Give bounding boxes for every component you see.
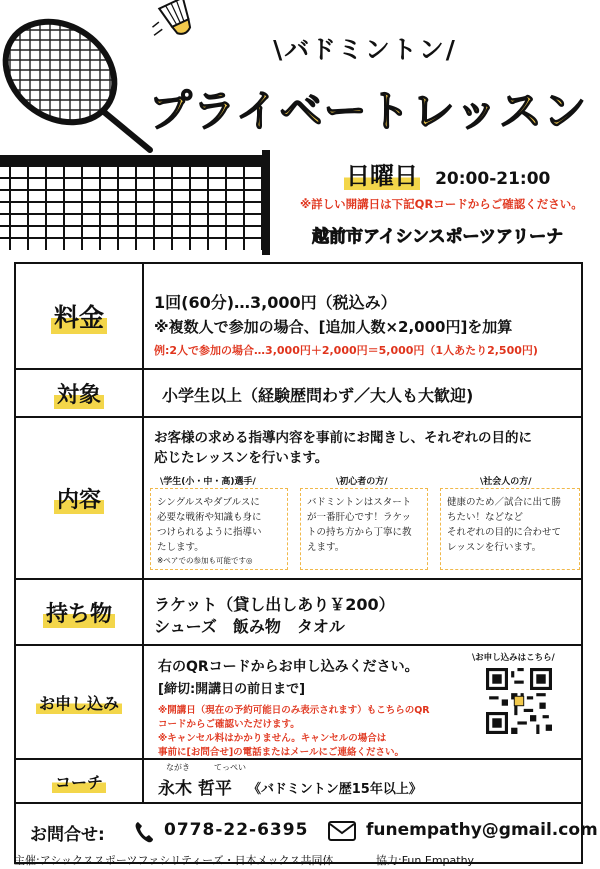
apply-note-3: ※キャンセル料はかかりません。キャンセルの場合は [158,733,387,744]
content-row [16,418,581,580]
box-students-note: ※ペアでの参加も可能です◎ [157,556,253,565]
fee-content [154,264,573,368]
box-beginners-line: バドミントンはスタート [307,497,412,508]
apply-note-2: コードからご確認いただけます。 [158,719,300,730]
box-beginners [300,488,428,570]
box-adults-line: 健康のため／試合に出て勝 [447,497,562,508]
content-intro-1: お客様の求める指導内容を事前にお聞きし、それぞれの目的に [154,430,532,446]
subtitle: \バドミントン/ [273,35,457,64]
items-content [154,580,573,644]
info-table [14,262,598,864]
box-students-line: たします。 [157,542,204,553]
content-intro-2: 応じたレッスンを行います。 [154,450,329,466]
items-label: 持ち物 [16,580,144,644]
box-adults-line: ちたい！などなど [447,512,524,523]
coach-ruby-family: てっぺい [214,763,246,772]
coach-ruby-given: ながき [166,763,190,772]
fee-additional: ※複数人で参加の場合、[追加人数×2,000円]を加算 [154,318,513,336]
target-text: 小学生以上（経験歴問わず／大人も大歓迎) [162,386,474,405]
box-title-students: \学生(小・中・高)選手/ [160,477,256,487]
target-row [16,370,581,418]
box-adults-line: それぞれの目的に合わせて [447,527,562,538]
box-beginners-line: トの持ち方から丁寧に教 [307,527,412,538]
mail-icon [328,821,356,841]
coach-name: 永木 哲平 [158,779,232,799]
fee-example: 例:2人で参加の場合…3,000円＋2,000円＝5,000円（1人あたり2,500円) [154,344,538,357]
box-beginners-line: えます。 [307,542,345,553]
target-content [154,370,573,416]
phone-number[interactable]: 0778-22-6395 [164,820,309,840]
email-address[interactable]: funempathy@gmail.com [366,820,598,840]
apply-label: お申し込み [16,646,144,758]
items-line-1: ラケット（貸し出しあり￥200） [154,595,395,614]
apply-note-1: ※開講日（現在の予約可能日のみ表示されます）もこちらのQR [158,705,430,716]
apply-note-4: 事前に[お問合せ]の電話またはメールにご連絡ください。 [158,747,404,758]
fee-main: 1回(60分)…3,000円（税込み） [154,293,397,312]
page-title: プライベートレッスン [148,87,588,137]
coach-career: 《バドミントン歴15年以上》 [248,782,422,797]
schedule [344,156,550,191]
box-title-adults: \社会人の方/ [480,477,532,487]
fee-label: 料金 [16,264,144,368]
target-label: 対象 [16,370,144,416]
apply-line-1: 右のQRコードからお申し込みください。 [158,659,419,675]
contact-label: お問合せ: [30,825,105,845]
box-title-beginners: \初心者の方/ [336,477,388,487]
box-beginners-line: が一番肝心です！ラケッ [307,512,412,523]
qr-code[interactable] [486,668,552,734]
box-students-line: シングルスやダブルスに [157,497,260,508]
apply-content [154,646,573,758]
apply-row [16,646,581,760]
schedule-day: 日曜日 [346,162,418,190]
footer-cooperation: 協力:Fun Empathy [376,854,475,867]
items-row [16,580,581,646]
schedule-note: ※詳しい開講日は下記QRコードからご確認ください。 [300,197,583,211]
schedule-time: 20:00-21:00 [435,169,551,189]
net-icon [0,150,270,255]
box-adults-line: レッスンを行います。 [447,542,542,553]
footer-sponsor: 主催:アシックススポーツファシリティーズ・日本メックス共同体 [14,854,334,867]
apply-line-2: [締切:開講日の前日まで] [158,682,306,697]
shuttlecock-icon [145,0,197,45]
box-adults [440,488,580,570]
content-body [154,418,573,578]
items-line-2: シューズ 飯み物 タオル [154,617,345,636]
phone-icon [134,821,154,843]
box-students-line: つけられるように指導い [157,527,262,538]
venue: 越前市アイシンスポーツアリーナ [312,227,564,247]
racket-icon [0,0,150,150]
qr-caption: \お申し込みはこちら/ [472,653,555,663]
box-students-line: 必要な戦術や知識も身に [157,512,262,523]
coach-label: コーチ [16,760,144,802]
coach-row [16,760,581,804]
box-students [150,488,288,570]
coach-content [154,760,573,802]
content-label: 内容 [16,418,144,578]
fee-row [16,264,581,370]
